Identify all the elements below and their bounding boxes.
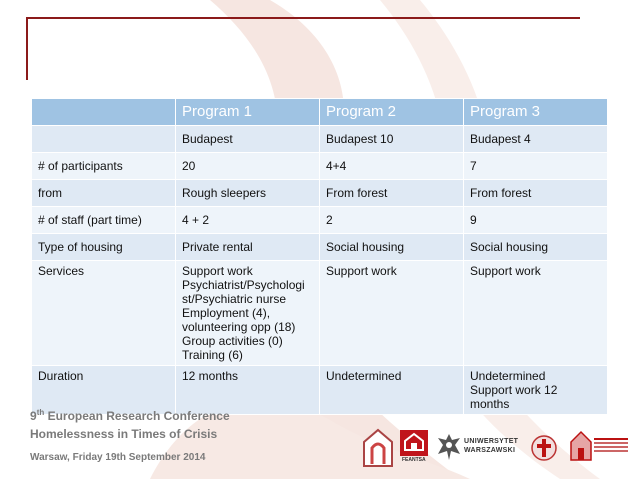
conference-title [30, 408, 230, 423]
cell-program-1: 4 + 2 [176, 207, 320, 234]
side-rule [26, 17, 28, 80]
conference-subtitle: Homelessness in Times of Crisis [30, 427, 218, 441]
header-program-2: Program 2 [320, 99, 464, 126]
cell-program-1: Private rental [176, 234, 320, 261]
service-line: Support work [182, 264, 253, 278]
university-name-line-1: UNIWERSYTET [464, 438, 519, 445]
cell-program-3: Budapest 4 [464, 126, 608, 153]
cell-program-1: 20 [176, 153, 320, 180]
table-row [32, 126, 608, 153]
header-program-3: Program 3 [464, 99, 608, 126]
cell-program-3: 7 [464, 153, 608, 180]
cell-program-2: Undetermined [320, 366, 464, 415]
conference-name: European Research Conference [44, 409, 230, 423]
cell-program-1: 12 months [176, 366, 320, 415]
conference-location-date: Warsaw, Friday 19th September 2014 [30, 452, 206, 463]
university-name-line-2: WARSZAWSKI [464, 447, 516, 454]
table-row [32, 153, 608, 180]
service-line: Employment (4), [182, 306, 271, 320]
cell-program-2: 4+4 [320, 153, 464, 180]
header-row [32, 99, 608, 126]
service-line: Training (6) [182, 348, 243, 362]
table-row [32, 180, 608, 207]
row-label [32, 126, 176, 153]
cell-program-3: From forest [464, 180, 608, 207]
red-house-logo [570, 430, 592, 462]
cell-program-2: 2 [320, 207, 464, 234]
cell-program-1 [176, 261, 320, 366]
table-row [32, 207, 608, 234]
table-row [32, 234, 608, 261]
programs-table [31, 98, 608, 415]
house-arch-logo [360, 428, 396, 468]
service-line: Psychiatrist/Psychologi [182, 278, 305, 292]
row-label: from [32, 180, 176, 207]
service-line: volunteering opp (18) [182, 320, 296, 334]
conference-ordinal-suffix: th [36, 408, 45, 417]
duration-line: Support work 12 [470, 383, 558, 397]
partner-logos [360, 428, 630, 474]
row-label: Duration [32, 366, 176, 415]
red-house-logo-text [594, 436, 628, 458]
service-line: Group activities (0) [182, 334, 283, 348]
row-label: Type of housing [32, 234, 176, 261]
cell-program-3: Social housing [464, 234, 608, 261]
cell-program-3 [464, 366, 608, 415]
cell-program-2: Social housing [320, 234, 464, 261]
cell-program-3: 9 [464, 207, 608, 234]
cell-program-2: Support work [320, 261, 464, 366]
header-program-1: Program 1 [176, 99, 320, 126]
feantsa-label: FEANTSA [402, 457, 426, 463]
cell-program-2: From forest [320, 180, 464, 207]
top-rule [27, 17, 580, 19]
duration-line: months [470, 397, 510, 411]
cell-program-2: Budapest 10 [320, 126, 464, 153]
university-eagle-logo [436, 432, 462, 462]
cross-medallion-logo [530, 434, 558, 462]
cell-program-1: Rough sleepers [176, 180, 320, 207]
row-label: Services [32, 261, 176, 366]
row-label: # of staff (part time) [32, 207, 176, 234]
cell-program-1: Budapest [176, 126, 320, 153]
service-line: st/Psychiatric nurse [182, 292, 287, 306]
conference-number: 9 [30, 409, 37, 423]
header-cell-empty [32, 99, 176, 126]
row-label: # of participants [32, 153, 176, 180]
table-row [32, 261, 608, 366]
duration-line: Undetermined [470, 369, 546, 383]
feantsa-logo [400, 430, 428, 456]
cell-program-3: Support work [464, 261, 608, 366]
